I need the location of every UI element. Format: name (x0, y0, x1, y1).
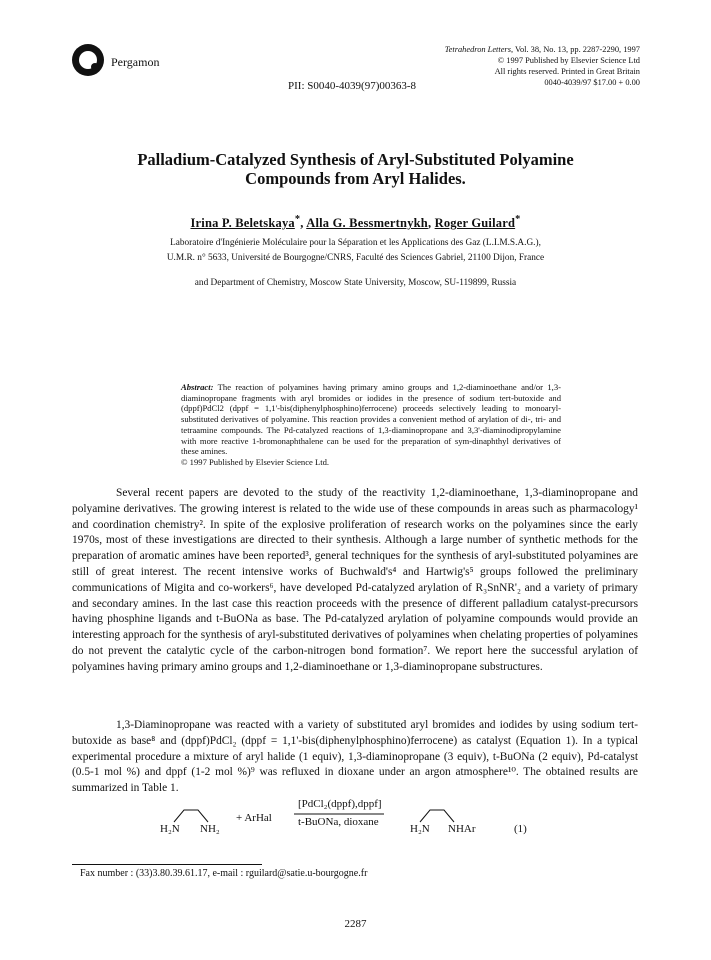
eq-number: (1) (514, 823, 527, 835)
journal-name: Tetrahedron Letters (444, 45, 511, 54)
title-line-2: Compounds from Aryl Halides. (245, 169, 466, 188)
author-3: Roger Guilard (434, 216, 516, 231)
affiliation (80, 236, 631, 266)
publisher-name: Pergamon (111, 55, 160, 69)
affiliation-line-1: Laboratoire d'Ingénierie Moléculaire pour la Séparation et les Applications des Gaz (L.I.M.S.A.G.), (170, 238, 541, 248)
body-paragraph-1-container (72, 486, 638, 676)
title-line-1: Palladium-Catalyzed Synthesis of Aryl-Substituted Polyamine (137, 150, 574, 169)
pergamon-logo-icon (72, 44, 104, 76)
pii-identifier: PII: S0040-4039(97)00363-8 (288, 80, 417, 92)
eq-left-h2n: H₂N (160, 823, 180, 835)
abstract-label: Abstract: (181, 382, 214, 392)
body-paragraph-2: 1,3-Diaminopropane was reacted with a variety of substituted aryl bromides and iodides by using sodium tert-butoxide as base⁸ and (dppf)PdCl₂ (dppf = 1,1'-bis(diphenylphosphino)ferrocene) as catalyst (Equation 1). In a typical experimental procedure a mixture of aryl halide (1 equiv), 1,3-diaminopropane (3 equiv), t-BuONa (2 equiv), Pd-catalyst (0.5-1 mol %) and dppf (1-2 mol %)⁹ was refluxed in dioxane under an argon atmosphere¹⁰. The obtained results are summarized in Table 1. (72, 719, 638, 795)
paper-title (80, 150, 631, 188)
abstract (181, 382, 561, 468)
equation-1 (152, 792, 612, 842)
diamine-chain-left (174, 810, 208, 822)
author-2: Alla G. Bessmertnykh (306, 216, 428, 231)
eq-condition-bottom: t-BuONa, dioxane (298, 816, 379, 828)
author-3-mark: * (515, 214, 521, 225)
journal-copyright: © 1997 Published by Elsevier Science Ltd (497, 56, 640, 65)
eq-condition-top: [PdCl₂(dppf),dppf] (298, 798, 382, 810)
body-paragraph-1: Several recent papers are devoted to the study of the reactivity 1,2-diaminoethane, 1,3-diaminopropane and polyamine derivatives. The growing interest is related to the wide use of these compounds in areas such as pharmacology¹ and coordination chemistry². In spite of the explosive proliferation of research works on the polyamines since the early 1970s, most of these investigations are directed to their synthesis. Although a large number of synthetic methods for the preparation of aromatic amines have been reported³, general techniques for the synthesis of aryl-substituted polyamines are still of great interest. The recent intensive works of Buchwald's⁴ and Hartwig's⁵ groups followed the preliminary communications of Migita and co-workers⁶, have developed Pd-catalyzed arylation of R₃SnNR'₂ and a variety of primary and secondary amines. In the last case this reaction proceeds with the presence of different palladium catalyst-precursors having phosphine ligands and t-BuONa as base. The Pd-catalyzed arylation of polyamine compounds would provide an interesting approach for the synthesis of aryl-substituted derivatives of polyamines when chelating properties of polyamines do not prevent the catalytic cycle of the carbon-nitrogen bond formation⁷. We report here the successful arylation of polyamines having primary amino groups and 1,2-diaminoethane or 1,3-diaminopropane substructures. (72, 487, 638, 673)
journal-rights: All rights reserved. Printed in Great Britain (494, 67, 640, 76)
eq-right-h2n: H₂N (410, 823, 430, 835)
affiliation-line-3: and Department of Chemistry, Moscow State University, Moscow, SU-119899, Russia (194, 278, 517, 288)
equation-drawing (152, 792, 612, 842)
footnote-divider (72, 864, 262, 865)
journal-price: 0040-4039/97 $17.00 + 0.00 (544, 78, 640, 87)
eq-left-nh2: NH₂ (200, 823, 220, 835)
abstract-text: The reaction of polyamines having primary amino groups and 1,2-diaminoethane and/or 1,3-diaminopropane fragments with aryl bromides or iodides in the presence of sodium tert-butoxide and (dppf)PdCl2 (dppf = 1,1'-bis(diphenylphosphino)ferrocene) proceeds selectively leading to monoaryl-substituted derivatives of polyamine. This reaction provides a convenient method of arylation of di-, tri- and tetraamine compounds. The Pd-catalyzed reactions of 1,3-diaminopropane and 3,3'-diaminodipropylamine with more reactive 1-bromonaphthalene can be used for the preparation of sym-dinaphthyl derivatives of these amines. (181, 382, 561, 457)
diamine-chain-right (420, 810, 454, 822)
author-list: Irina P. Beletskaya*, Alla G. Bessmertnykh, Roger Guilard* (190, 214, 521, 231)
journal-volume: , Vol. 38, No. 13, pp. 2287-2290, 1997 (510, 45, 640, 54)
eq-right-nhar: NHAr (448, 823, 476, 835)
affiliation-line-2: U.M.R. n° 5633, Université de Bourgogne/CNRS, Faculté des Sciences Gabriel, 21100 Dijon, France (166, 253, 545, 263)
body-paragraph-2-container (72, 718, 638, 797)
page-number: 2287 (344, 918, 367, 930)
author-1-mark: * (294, 214, 301, 225)
author-1: Irina P. Beletskaya (190, 216, 295, 231)
eq-reagent: + ArHal (236, 812, 272, 824)
footnote: Fax number : (33)3.80.39.61.17, e-mail : rguilard@satie.u-bourgogne.fr (80, 868, 368, 879)
abstract-copyright: © 1997 Published by Elsevier Science Ltd. (181, 456, 330, 467)
